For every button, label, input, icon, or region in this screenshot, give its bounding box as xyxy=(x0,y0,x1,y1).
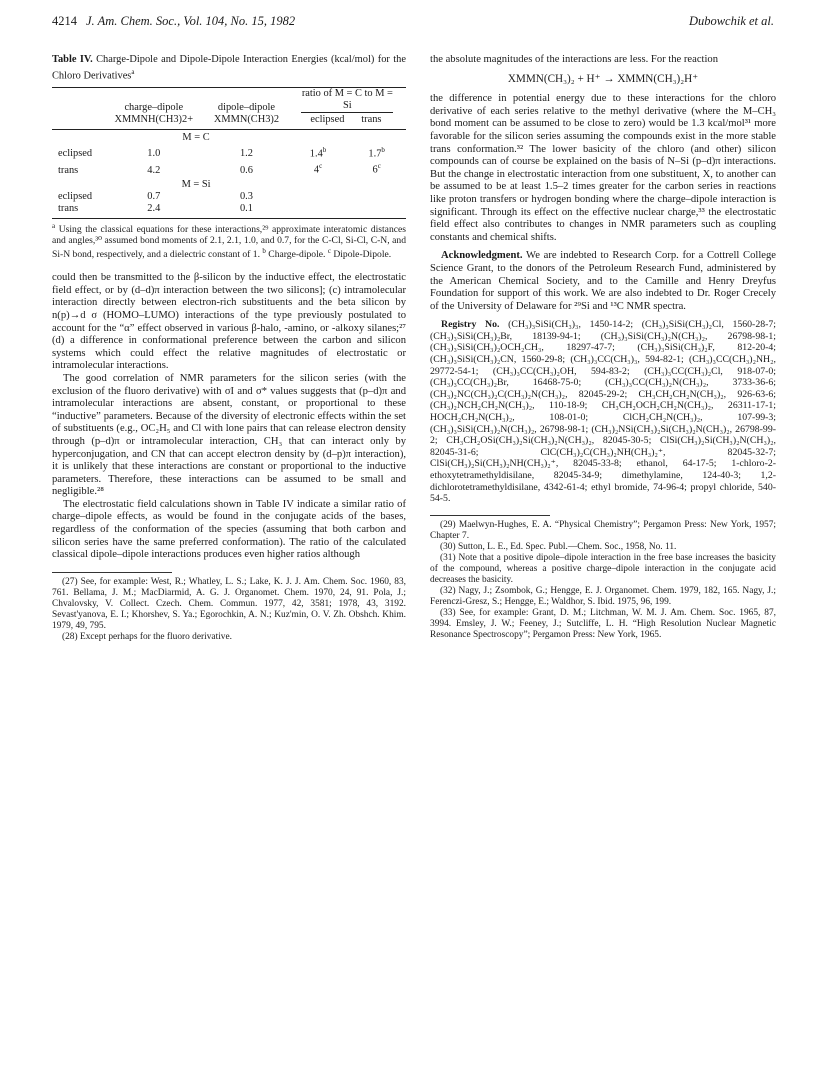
right-column xyxy=(430,54,776,641)
footnotes-right xyxy=(430,520,776,641)
table-footnote-c: Dipole-Dipole. xyxy=(333,249,392,261)
footnote: (30) Sutton, L. E., Ed. Spec. Publ.—Chem. Soc., 1958, No. 11. xyxy=(440,541,677,552)
table-caption xyxy=(52,54,406,83)
section-title: M = Si xyxy=(181,178,211,190)
table-footnotes: $^a$ Using the classical equations for these interactions,²⁹ approximate interatomic distances and angles,³⁰ assumed bond moments of 2.1, 2.1, 1.0, and 0.7, for the C-Cl, Si-Cl, C-N, and Si-N bond, respectively, and a dielectric constant of 1. $^b$ Charge-dipole. $^c$ Dipole-Dipole. xyxy=(52,221,406,261)
table-caption-text: Charge-Dipole and Dipole-Dipole Interaction Energies (kcal/mol) for the Chloro Derivatives xyxy=(52,54,406,82)
table-iv xyxy=(52,87,406,219)
body-paragraph: The electrostatic field calculations shown in Table IV indicate a similar ratio of charge–dipole effects, as would be found in the conjugate acids of the bases, regardless of the conformation of the species (assuming that both carbon and silicon series have the same preferred conformation). The ratio of the calculated classical dipole–dipole interactions produces even higher ratios although xyxy=(52,498,406,561)
footnote-rule xyxy=(52,572,172,573)
footnote: (31) Note that a positive dipole–dipole interaction in the free base increases the basicity of the compound, whereas a positive charge–dipole interaction in the conjugate acid decreases the basicity. xyxy=(430,552,776,585)
body-paragraph: could then be transmitted to the β-silicon by the inductive effect, the electrostatic field effect, or by (d–d)π interaction between the two silicons]; (c) intramolecular interaction directly between electron-rich substituents and the beta silicon by n(p)→d σ (HOMO–LUMO) interactions of the type previously postulated to account for the “α” effect observed in various β-halo, -amino, or -alkoxy silanes;²⁷ (d) a difference in conformational preference between the carbon and silicon systems which could effect the relative magnitudes of electrostatic or intramolecular interactions. xyxy=(52,272,406,372)
table-footnote-a: Using the classical equations for these interactions,²⁹ approximate interatomic distances and angles,³⁰ assumed bond moments of 2.1, 2.1, 1.0, and 0.7, for the C-Cl, Si-Cl, C-N, and Si-N bond, respectively, and a dielectric constant of 1. xyxy=(52,224,406,261)
table-footnote-b: Charge-dipole. xyxy=(268,249,326,261)
left-column xyxy=(52,54,406,643)
table-row: eclipsed 0.7 0.3 xyxy=(58,190,253,202)
body-paragraph: the absolute magnitudes of the interactions are less. For the reaction xyxy=(430,54,719,65)
footnote: (29) Maelwyn-Hughes, E. A. “Physical Chemistry”; Pergamon Press: New York, 1957; Chapter 7. xyxy=(430,519,776,541)
reaction-equation: XMMN(CH₃)₂ + H⁺ → XMMN(CH₃)₂H⁺ xyxy=(507,72,699,85)
footnote-rule xyxy=(430,515,550,516)
footnote: (28) Except perhaps for the fluoro derivative. xyxy=(62,631,232,642)
footnote: (27) See, for example: West, R.; Whatley, L. S.; Lake, K. J. J. Am. Chem. Soc. 1960, 83, 761. Bellama, J. M.; MacDiarmid, A. G. J. Organomet. Chem. 1970, 24, 91. Pola, J.; Chvalovsky, V. Collect. Czech. Chem. Commun. 1977, 42, 3581; 1978, 43, 3192. Sevast'yanova, E. I.; Khorshev, S. Ya.; Egorochkin, A. N.; Kuz'min, O. V. Zh. Obshch. Khim. 1979, 49, 795. xyxy=(52,576,406,631)
acknowledgment: Acknowledgment. We are indebted to Research Corp. for a Cottrell College Science Grant, to the donors of the Petroleum Research Fund, administered by the American Chemical Society, and to the Camille and Henry Dreyfus Foundation for support of this work. We are also indebted to Dr. Roger Crecely of the University of Delaware for ²⁹Si and ¹³C NMR spectra. xyxy=(430,250,776,312)
body-paragraph: the difference in potential energy due to these interactions for the chloro derivative of each series relative to the methyl derivative (where the M–CH₃ bond moment can be assumed to be close to zero) would be 1.3 kcal/mol³¹ more favorable for the silicon series assuming the compounds exist in the more stable trans conformation.³² The lower basicity of the chloro (and other) silicon compounds can of course be explained on the basis of N–Si (p–d)π interactions. But the change in electrostatic interaction from one substituent, X, to another can be assumed to be at least 1.5–2 times greater for the carbon series in reactions like proton transfers or hydrogen bonding where the charge–dipole interaction is significant. Through its effect on the effective nuclear charge,³³ the electrostatic field effect also contributes to changes in NMR parameters such as coupling constants and chemical shifts. xyxy=(430,93,776,243)
body-paragraph: The good correlation of NMR parameters for the silicon series (with the exclusion of the fluoro derivative) with σI and σ* values suggests that (p–d)π and intramolecular interactions are absent, constant, or proportional to these “inductive” parameters. Because of the diversity of electronic effects within the set of substituents (e.g., OC₂H₅ and Cl with lone pairs that can release electron density through (p–d)π or intramolecular interaction, CH₃ that can interact only by hyperconjugation, and CN that can accept electron density by (d–p)π interaction), it is unlikely that these interactions are constant or proportional to the inductive parameters. Therefore, these interactions can be assumed to be small and negligible.²⁸ xyxy=(52,372,406,498)
registry-heading: Registry No. xyxy=(441,319,500,331)
table-label: Table IV. xyxy=(52,54,93,65)
page-number: 4214 xyxy=(52,14,77,28)
table-row: trans 4.2 0.6 4$^c$ 6$^c$ xyxy=(58,162,381,176)
table-row: eclipsed 1.0 1.2 1.4$^b$ 1.7$^b$ xyxy=(58,145,385,160)
section-title: M = C xyxy=(182,131,210,143)
col-charge-dipole: charge–dipole XMMNH(CH3)2+ xyxy=(114,101,194,125)
running-authors: Dubowchik et al. xyxy=(688,14,774,28)
journal-citation: J. Am. Chem. Soc., Vol. 104, No. 15, 1982 xyxy=(86,14,296,28)
footnote: (33) See, for example: Grant, D. M.; Litchman, W. M. J. Am. Chem. Soc. 1965, 87, 3994. Emsley, J. W.; Feeney, J.; Sutcliffe, L. H. “High Resolution Nuclear Magnetic Resonance Spectroscopy”; Pergamon Press: New York, 1965. xyxy=(430,607,776,640)
footnotes-left xyxy=(52,577,406,643)
col-ratio: ratio of M = C to M = Si eclipsed trans xyxy=(301,87,393,125)
footnote: (32) Nagy, J.; Zsombok, G.; Hengge, E. J. Organomet. Chem. 1979, 182, 165. Nagy, J.; Ferenczi-Gresz, S.; Hengge, E.; Waldhor, S. Ibid. 1975, 96, 199. xyxy=(430,585,776,607)
table-row: trans 2.4 0.1 xyxy=(58,202,253,214)
table-caption-mark: a xyxy=(131,68,135,77)
registry-numbers: Registry No. (CH₃)₃SiSi(CH₃)₃, 1450-14-2; (CH₃)₃SiSi(CH₃)₂Cl, 1560-28-7; (CH₃)₃SiSi(CH₃)₂Br, 18139-94-1; (CH₃)₃SiSi(CH₃)₂N(CH₃)₂, 26798-98-1; (CH₃)₃SiSi(CH₃)₂OCH₂CH₃, 18297-47-7; (CH₃)₃SiSi(CH₃)₂F, 812-20-4; (CH₃)₃SiSi(CH₃)₂CN, 1560-29-8; (CH₃)₃CC(CH₃)₃, 594-82-1; (CH₃)₃CC(CH₃)₂NH₂, 29772-54-1; (CH₃)₃CC(CH₃)₂OH, 594-83-2; (CH₃)₃CC(CH₃)₂Cl, 918-07-0; (CH₃)₃CC(CH₃)₂Br, 16468-75-0; (CH₃)₃CC(CH₃)₂N(CH₃)₂, 3733-36-6; (CH₃)₂NC(CH₃)₂C(CH₃)₂N(CH₃)₂, 82045-29-2; CH₃CH₂CH₂N(CH₃)₂, 926-63-6; (CH₃)₂NCH₂CH₂N(CH₃)₂, 110-18-9; CH₃CH₂OCH₂CH₂N(CH₃)₂, 26311-17-1; HOCH₂CH₂N(CH₃)₂, 108-01-0; ClCH₂CH₂N(CH₃)₂, 107-99-3; (CH₃)₃SiSi(CH₃)₂N(CH₃)₂, 26798-98-1; (CH₃)₂NSi(CH₃)₂Si(CH₃)₂N(CH₃)₂, 26798-99-2; CH₃CH₂OSi(CH₃)₂Si(CH₃)₂N(CH₃)₂, 82045-30-5; ClSi(CH₃)₂Si(CH₃)₂N(CH₃)₂, 82045-31-6; ClC(CH₃)₂C(CH₃)₂NH(CH₃)₂⁺, 82045-32-7; ClSi(CH₃)₂Si(CH₃)₂NH(CH₃)₂⁺, 82045-33-8; ethanol, 64-17-5; 1-chloro-2-ethoxytetramethyldisilane, 82045-34-9; dimethylamine, 124-40-3; 1,2-dichlorotetramethyldisilane, 4342-61-4; ethyl bromide, 74-96-4; propyl chloride, 540-54-5. xyxy=(430,319,776,505)
acknowledgment-heading: Acknowledgment. xyxy=(441,250,523,262)
col-dipole-dipole: dipole–dipole XMMN(CH3)2 xyxy=(213,101,280,125)
